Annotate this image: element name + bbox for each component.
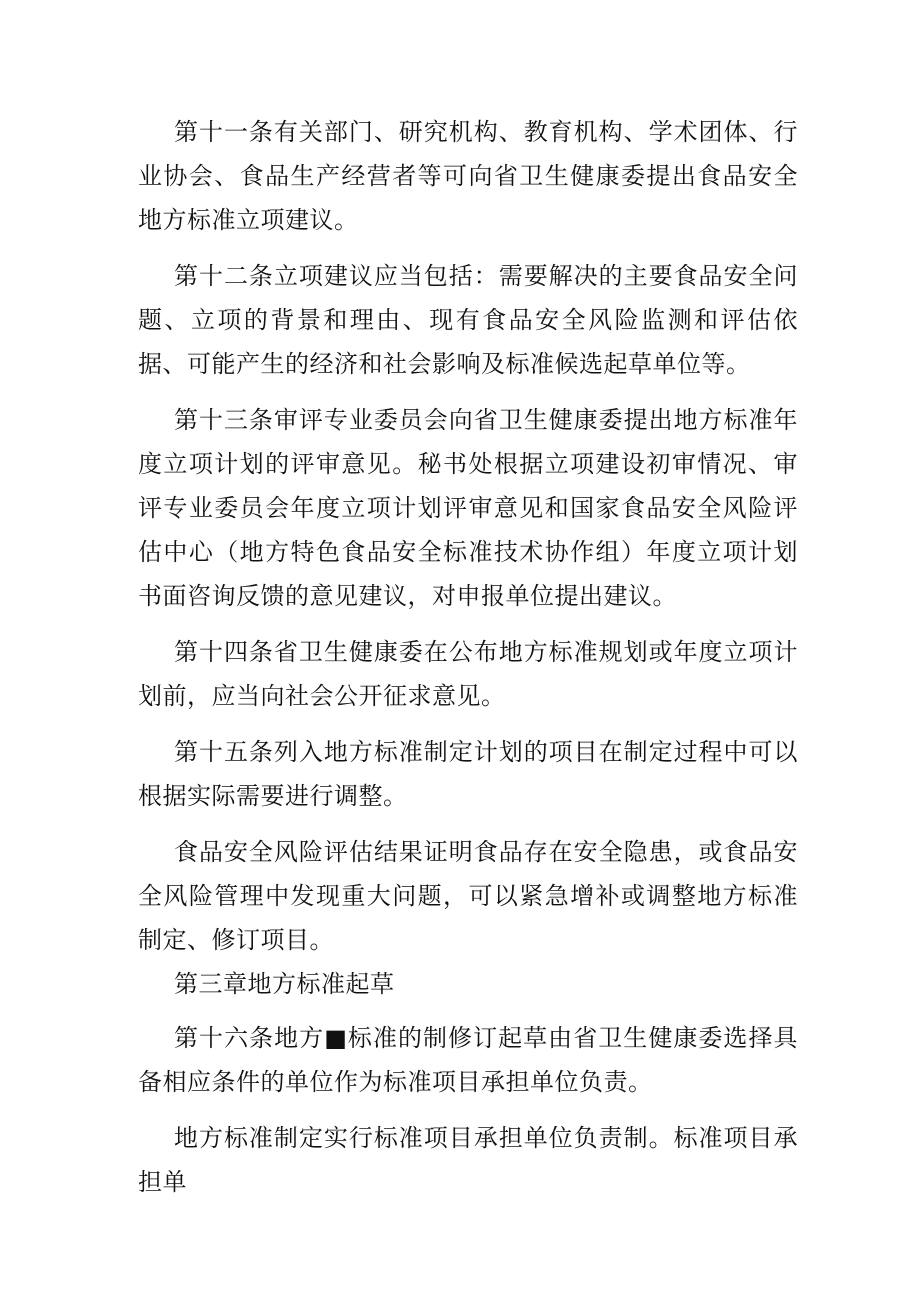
chapter-heading: 第三章地方标准起草 [174,970,395,998]
article-13-paragraph: 第十三条审评专业委员会向省卫生健康委提出地方标准年度立项计划的评审意见。秘书处根据立项建设初审情况、审评专业委员会年度立项计划评审意见和国家食品安全风险评估中心（地方特色食品安全标准技术协作组）年度立项计划书面咨询反馈的意见建议，对申报单位提出建议。 [138,406,798,610]
article-16-paragraph: 第十六条地方■标准的制修订起草由省卫生健康委选择具备相应条件的单位作为标准项目承担单位负责。 [138,1024,798,1096]
risk-assessment-paragraph: 食品安全风险评估结果证明食品存在安全隐患，或食品安全风险管理中发现重大问题，可以紧急增补或调整地方标准制定、修订项目。 [138,838,798,954]
article-12-paragraph: 第十二条立项建议应当包括：需要解决的主要食品安全问题、立项的背景和理由、现有食品安全风险监测和评估依据、可能产生的经济和社会影响及标准候选起草单位等。 [138,262,798,378]
article-11-paragraph: 第十一条有关部门、研究机构、教育机构、学术团体、行业协会、食品生产经营者等可向省卫生健康委提出食品安全地方标准立项建议。 [138,118,798,234]
responsibility-paragraph: 地方标准制定实行标准项目承担单位负责制。标准项目承担单 [138,1124,798,1196]
document-body [138,110,798,1216]
article-15-paragraph: 第十五条列入地方标准制定计划的项目在制定过程中可以根据实际需要进行调整。 [138,738,798,810]
article-14-paragraph: 第十四条省卫生健康委在公布地方标准规划或年度立项计划前，应当向社会公开征求意见。 [138,638,798,710]
